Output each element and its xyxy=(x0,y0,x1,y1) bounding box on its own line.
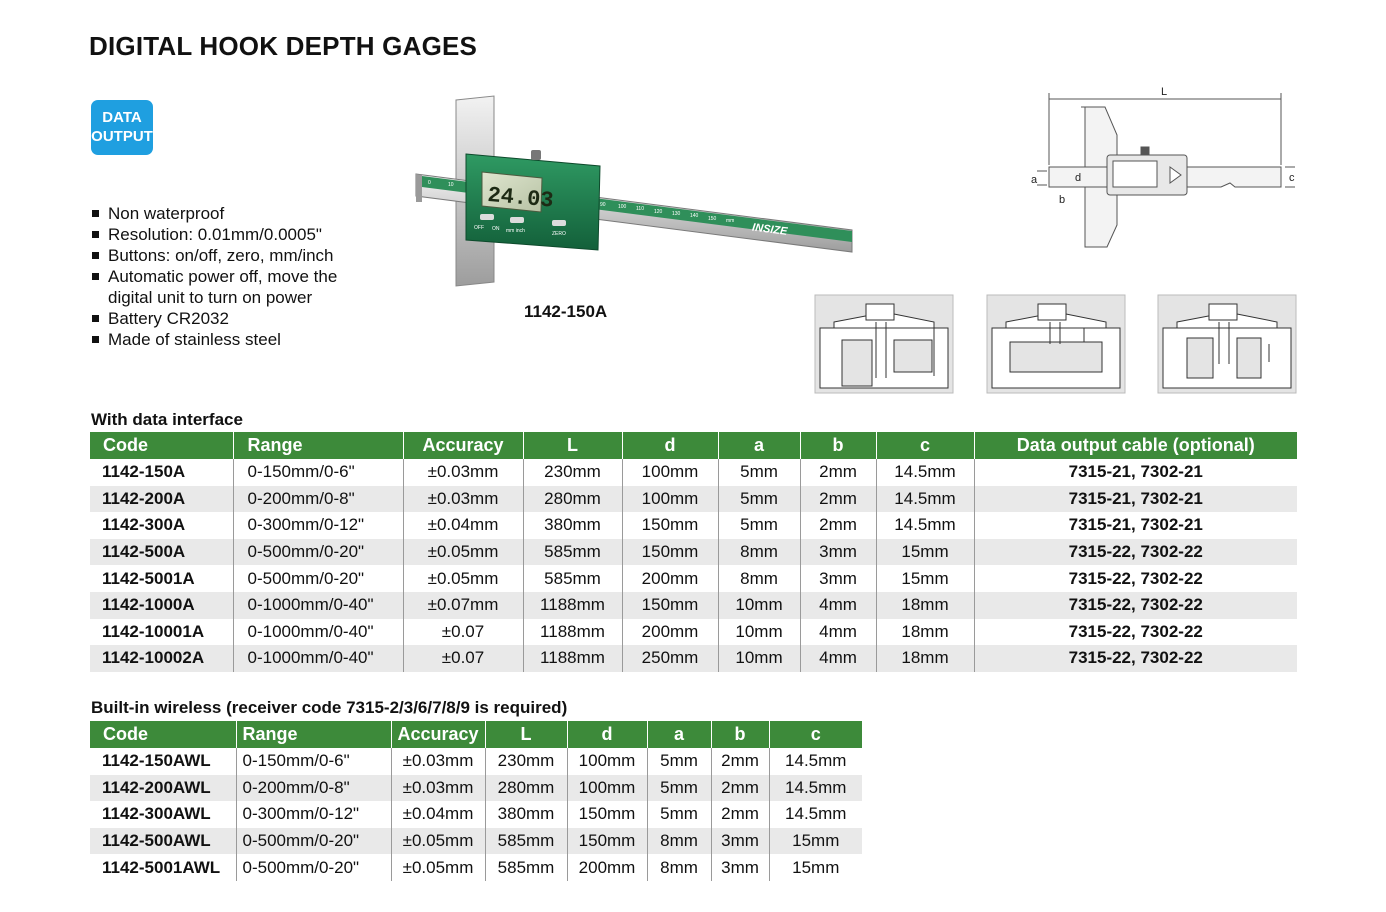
cell-a: 10mm xyxy=(718,592,800,619)
cell-a: 5mm xyxy=(718,512,800,539)
cell-range: 0-300mm/0-12" xyxy=(233,512,403,539)
cell-range: 0-200mm/0-8" xyxy=(233,486,403,513)
cell-c: 15mm xyxy=(876,565,974,592)
cell-c: 15mm xyxy=(769,828,862,855)
scale-label: 140 xyxy=(690,213,699,219)
cell-d: 250mm xyxy=(622,645,718,672)
cell-range: 0-500mm/0-20" xyxy=(233,565,403,592)
dim-label-d: d xyxy=(1075,172,1082,184)
col-header-b: b xyxy=(800,432,876,459)
col-header-a: a xyxy=(647,721,711,748)
cell-L: 1188mm xyxy=(523,645,622,672)
cell-L: 585mm xyxy=(523,539,622,566)
badge-line-1: DATA xyxy=(102,109,142,126)
cell-L: 585mm xyxy=(523,565,622,592)
cell-code: 1142-500A xyxy=(90,539,233,566)
cell-L: 230mm xyxy=(523,459,622,486)
scale-label: 110 xyxy=(636,206,644,212)
cell-range: 0-150mm/0-6" xyxy=(236,748,391,775)
lcd-reading: 24.03 xyxy=(486,182,555,214)
table-row xyxy=(90,619,1297,646)
cell-code: 1142-1000A xyxy=(90,592,233,619)
table2-title: Built-in wireless (receiver code 7315-2/3/6/7/8/9 is required) xyxy=(91,698,568,717)
cell-d: 100mm xyxy=(622,459,718,486)
cell-b: 2mm xyxy=(800,512,876,539)
cell-d: 200mm xyxy=(622,619,718,646)
dim-label-a: a xyxy=(1031,174,1038,186)
feature-item: Resolution: 0.01mm/0.0005" xyxy=(91,224,361,245)
cell-c: 14.5mm xyxy=(876,512,974,539)
col-header-b: b xyxy=(711,721,769,748)
cell-L: 280mm xyxy=(523,486,622,513)
cell-a: 8mm xyxy=(718,565,800,592)
wireless-table xyxy=(90,721,862,881)
cell-c: 18mm xyxy=(876,619,974,646)
cell-c: 18mm xyxy=(876,645,974,672)
cell-accuracy: ±0.03mm xyxy=(403,459,523,486)
table-header-row xyxy=(90,432,1297,459)
cell-a: 8mm xyxy=(718,539,800,566)
cell-accuracy: ±0.03mm xyxy=(403,486,523,513)
button-label-on: ON xyxy=(492,226,500,232)
cell-d: 150mm xyxy=(567,801,647,828)
cell-a: 5mm xyxy=(718,459,800,486)
cell-L: 380mm xyxy=(485,801,567,828)
col-header-L: L xyxy=(523,432,622,459)
feature-list xyxy=(91,203,361,350)
cell-b: 4mm xyxy=(800,645,876,672)
button-label-unit: mm inch xyxy=(506,228,525,234)
scale-label: 120 xyxy=(654,209,663,215)
table-row xyxy=(90,486,1297,513)
scale-label: 90 xyxy=(600,202,606,208)
cell-d: 150mm xyxy=(622,592,718,619)
badge-line-2: OUTPUT xyxy=(91,128,153,145)
cell-code: 1142-300A xyxy=(90,512,233,539)
table-row xyxy=(90,775,862,802)
cell-a: 10mm xyxy=(718,645,800,672)
dimension-drawing xyxy=(1025,85,1305,255)
cell-c: 14.5mm xyxy=(769,801,862,828)
usage-illustration-step-depth xyxy=(986,294,1126,394)
col-header-d: d xyxy=(622,432,718,459)
scale-label: 10 xyxy=(448,182,454,188)
dim-label-b: b xyxy=(1059,194,1066,206)
cell-code: 1142-200A xyxy=(90,486,233,513)
col-header-range: Range xyxy=(236,721,391,748)
feature-item: Battery CR2032 xyxy=(91,308,361,329)
cell-L: 380mm xyxy=(523,512,622,539)
usage-illustration-groove-depth xyxy=(814,294,954,394)
cell-a: 5mm xyxy=(647,748,711,775)
cell-d: 150mm xyxy=(622,539,718,566)
cell-a: 8mm xyxy=(647,854,711,881)
cell-c: 14.5mm xyxy=(876,459,974,486)
cell-cable: 7315-22, 7302-22 xyxy=(974,645,1297,672)
cell-a: 5mm xyxy=(647,801,711,828)
cell-code: 1142-500AWL xyxy=(90,828,236,855)
cell-d: 100mm xyxy=(567,748,647,775)
button-label-off: OFF xyxy=(474,225,484,231)
table1-title: With data interface xyxy=(91,410,243,429)
cell-accuracy: ±0.05mm xyxy=(403,539,523,566)
cell-range: 0-1000mm/0-40" xyxy=(233,592,403,619)
cell-accuracy: ±0.05mm xyxy=(403,565,523,592)
scale-label: 100 xyxy=(618,204,627,210)
product-photo xyxy=(412,92,860,290)
cell-cable: 7315-21, 7302-21 xyxy=(974,486,1297,513)
brand-logo: INSIZE xyxy=(751,221,789,238)
cell-cable: 7315-22, 7302-22 xyxy=(974,565,1297,592)
col-header-a: a xyxy=(718,432,800,459)
cell-L: 230mm xyxy=(485,748,567,775)
col-header-c: c xyxy=(876,432,974,459)
cell-cable: 7315-22, 7302-22 xyxy=(974,539,1297,566)
cell-b: 4mm xyxy=(800,619,876,646)
cell-range: 0-1000mm/0-40" xyxy=(233,645,403,672)
scale-label: 0 xyxy=(428,180,431,186)
table-row xyxy=(90,801,862,828)
feature-item: Made of stainless steel xyxy=(91,329,361,350)
col-header-range: Range xyxy=(233,432,403,459)
table-row xyxy=(90,828,862,855)
scale-label: mm xyxy=(726,218,735,224)
photo-caption: 1142-150A xyxy=(524,302,608,321)
cell-range: 0-500mm/0-20" xyxy=(233,539,403,566)
cell-L: 280mm xyxy=(485,775,567,802)
cell-range: 0-300mm/0-12" xyxy=(236,801,391,828)
data-interface-table xyxy=(90,432,1297,672)
cell-cable: 7315-22, 7302-22 xyxy=(974,592,1297,619)
col-header-accuracy: Accuracy xyxy=(391,721,485,748)
cell-b: 3mm xyxy=(800,539,876,566)
dim-label-L: L xyxy=(1161,86,1168,98)
cell-code: 1142-10002A xyxy=(90,645,233,672)
col-header-accuracy: Accuracy xyxy=(403,432,523,459)
cell-range: 0-1000mm/0-40" xyxy=(233,619,403,646)
cell-b: 3mm xyxy=(711,828,769,855)
button-label-zero: ZERO xyxy=(552,231,566,237)
cell-range: 0-500mm/0-20" xyxy=(236,828,391,855)
feature-item: Automatic power off, move the digital unit to turn on power xyxy=(91,266,361,308)
cell-c: 15mm xyxy=(876,539,974,566)
cell-accuracy: ±0.07 xyxy=(403,645,523,672)
cell-range: 0-200mm/0-8" xyxy=(236,775,391,802)
table-row xyxy=(90,512,1297,539)
cell-a: 8mm xyxy=(647,828,711,855)
cell-b: 2mm xyxy=(711,748,769,775)
col-header-code: Code xyxy=(90,721,236,748)
cell-accuracy: ±0.05mm xyxy=(391,854,485,881)
cell-a: 5mm xyxy=(647,775,711,802)
cell-d: 200mm xyxy=(622,565,718,592)
cell-b: 2mm xyxy=(711,775,769,802)
col-header-d: d xyxy=(567,721,647,748)
cell-accuracy: ±0.07 xyxy=(403,619,523,646)
cell-d: 200mm xyxy=(567,854,647,881)
cell-accuracy: ±0.05mm xyxy=(391,828,485,855)
table-row xyxy=(90,459,1297,486)
cell-b: 4mm xyxy=(800,592,876,619)
table-row xyxy=(90,748,862,775)
cell-d: 100mm xyxy=(622,486,718,513)
table-header-row xyxy=(90,721,862,748)
cell-accuracy: ±0.03mm xyxy=(391,775,485,802)
col-header-c: c xyxy=(769,721,862,748)
cell-c: 14.5mm xyxy=(876,486,974,513)
cell-b: 3mm xyxy=(711,854,769,881)
cell-accuracy: ±0.07mm xyxy=(403,592,523,619)
cell-L: 585mm xyxy=(485,828,567,855)
cell-c: 14.5mm xyxy=(769,748,862,775)
cell-d: 150mm xyxy=(567,828,647,855)
cell-cable: 7315-21, 7302-21 xyxy=(974,459,1297,486)
cell-b: 2mm xyxy=(711,801,769,828)
table-row xyxy=(90,592,1297,619)
cell-range: 0-500mm/0-20" xyxy=(236,854,391,881)
cell-code: 1142-5001A xyxy=(90,565,233,592)
dim-label-c: c xyxy=(1289,172,1295,184)
table-row xyxy=(90,539,1297,566)
cell-L: 585mm xyxy=(485,854,567,881)
cell-code: 1142-150A xyxy=(90,459,233,486)
cell-d: 100mm xyxy=(567,775,647,802)
col-header-code: Code xyxy=(90,432,233,459)
table-row xyxy=(90,565,1297,592)
cell-code: 1142-5001AWL xyxy=(90,854,236,881)
col-header-cable: Data output cable (optional) xyxy=(974,432,1297,459)
cell-code: 1142-10001A xyxy=(90,619,233,646)
cell-range: 0-150mm/0-6" xyxy=(233,459,403,486)
cell-accuracy: ±0.04mm xyxy=(391,801,485,828)
cell-L: 1188mm xyxy=(523,619,622,646)
cell-L: 1188mm xyxy=(523,592,622,619)
cell-b: 3mm xyxy=(800,565,876,592)
page-title: DIGITAL HOOK DEPTH GAGES xyxy=(89,31,478,61)
cell-cable: 7315-22, 7302-22 xyxy=(974,619,1297,646)
data-output-badge xyxy=(91,100,153,155)
usage-illustration-slot-depth xyxy=(1157,294,1297,394)
cell-code: 1142-200AWL xyxy=(90,775,236,802)
table-row xyxy=(90,645,1297,672)
cell-a: 5mm xyxy=(718,486,800,513)
cell-code: 1142-300AWL xyxy=(90,801,236,828)
feature-item: Buttons: on/off, zero, mm/inch xyxy=(91,245,361,266)
cell-c: 14.5mm xyxy=(769,775,862,802)
scale-label: 150 xyxy=(708,216,717,222)
cell-c: 18mm xyxy=(876,592,974,619)
cell-a: 10mm xyxy=(718,619,800,646)
cell-code: 1142-150AWL xyxy=(90,748,236,775)
cell-accuracy: ±0.04mm xyxy=(403,512,523,539)
scale-label: 130 xyxy=(672,211,681,217)
cell-b: 2mm xyxy=(800,486,876,513)
table-row xyxy=(90,854,862,881)
cell-b: 2mm xyxy=(800,459,876,486)
cell-c: 15mm xyxy=(769,854,862,881)
cell-d: 150mm xyxy=(622,512,718,539)
cell-cable: 7315-21, 7302-21 xyxy=(974,512,1297,539)
feature-item: Non waterproof xyxy=(91,203,361,224)
col-header-L: L xyxy=(485,721,567,748)
cell-accuracy: ±0.03mm xyxy=(391,748,485,775)
